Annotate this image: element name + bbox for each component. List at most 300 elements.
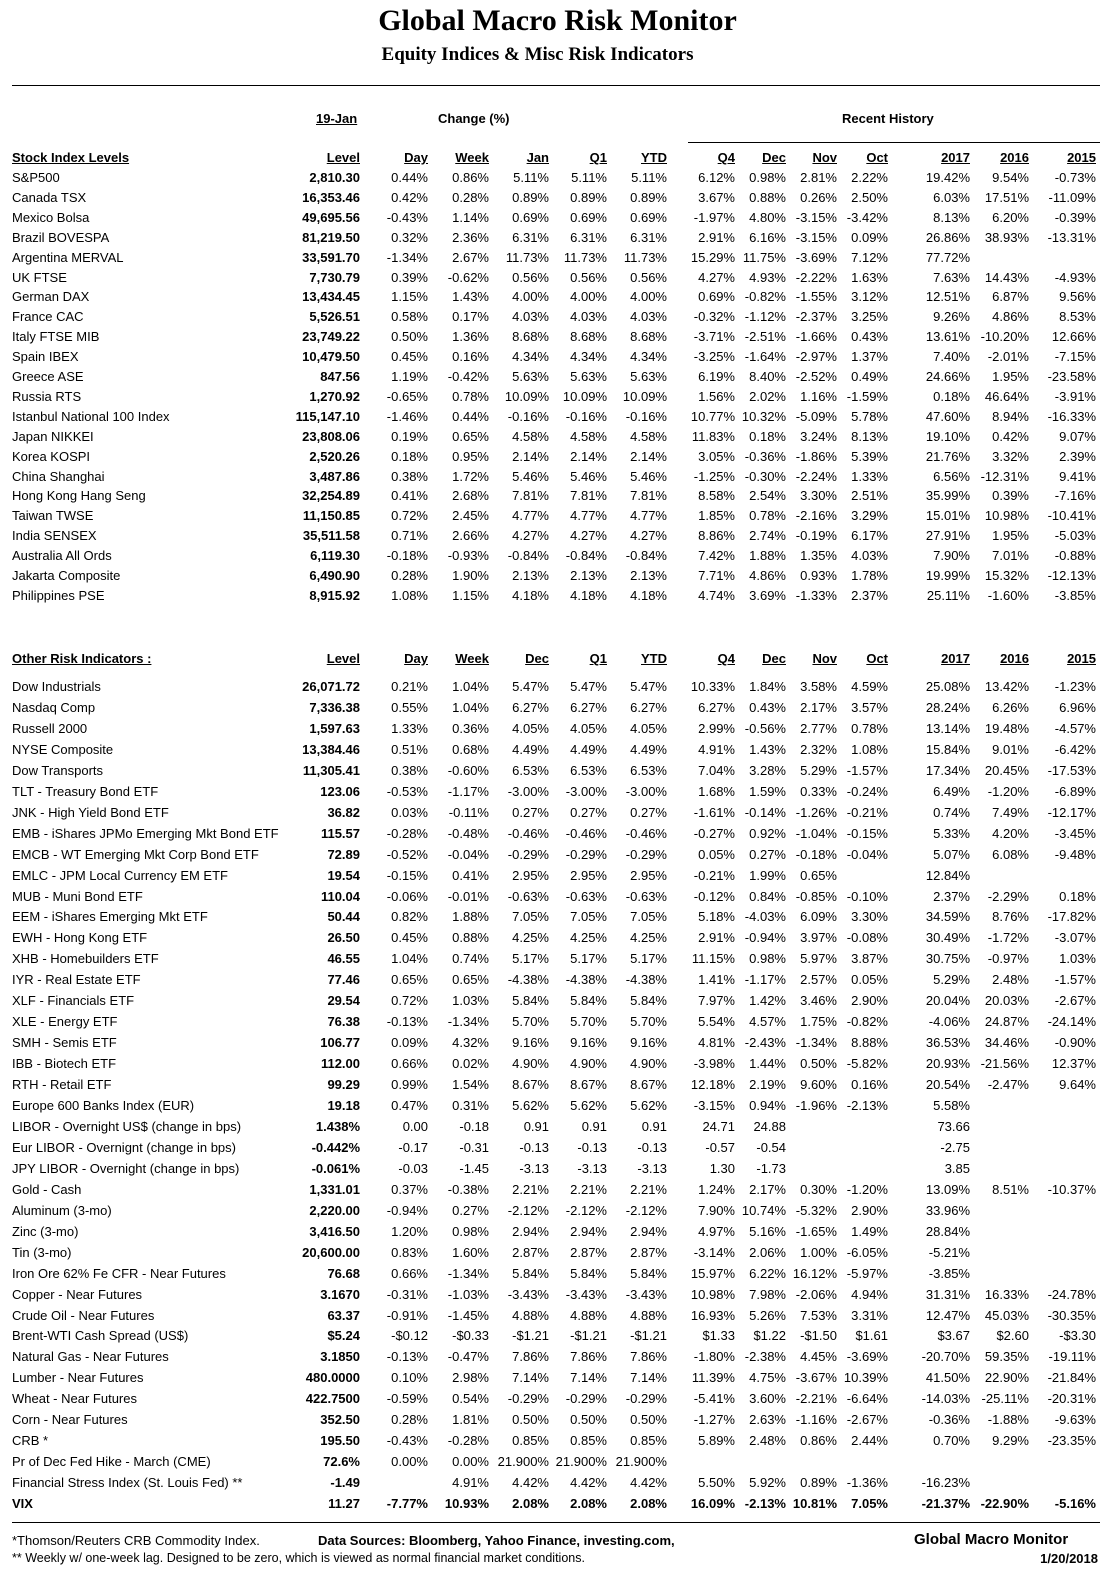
value-cell: -5.21% xyxy=(928,1244,970,1260)
level-cell: 99.29 xyxy=(327,1077,360,1093)
value-cell: 0.42% xyxy=(992,428,1029,444)
row-label: XHB - Homebuilders ETF xyxy=(12,951,159,967)
value-cell: -1.12% xyxy=(744,309,786,325)
row-label: Financial Stress Index (St. Louis Fed) ** xyxy=(12,1475,243,1491)
value-cell: -3.15% xyxy=(795,209,837,225)
value-cell: -0.14% xyxy=(744,804,786,820)
value-cell: 0.78% xyxy=(452,388,489,404)
value-cell: 2.57% xyxy=(800,972,837,988)
value-cell: -3.45% xyxy=(1054,825,1096,841)
value-cell: -1.73 xyxy=(756,1160,786,1176)
value-cell: 9.01% xyxy=(992,741,1029,757)
footnote-stress: ** Weekly w/ one-week lag. Designed to be zero, which is viewed as normal financial market conditions. xyxy=(12,1551,585,1565)
value-cell: 5.63% xyxy=(570,369,607,384)
row-label: Australia All Ords xyxy=(12,548,112,564)
value-cell: 1.85% xyxy=(698,508,735,524)
value-cell: 2.95% xyxy=(512,867,549,883)
value-cell: 27.91% xyxy=(925,528,970,544)
column-header: 2016 xyxy=(1000,651,1029,666)
table-row xyxy=(0,721,1115,739)
value-cell: -0.24% xyxy=(846,783,888,799)
table-row xyxy=(0,1412,1115,1430)
value-cell: 5.89% xyxy=(698,1433,735,1449)
value-cell: 3.60% xyxy=(749,1391,786,1407)
value-cell: -0.56% xyxy=(744,720,786,736)
table-row xyxy=(0,1203,1115,1221)
value-cell: -24.78% xyxy=(1047,1286,1096,1302)
value-cell: 5.63% xyxy=(512,369,549,384)
column-header: Jan xyxy=(526,150,549,165)
row-label: Russia RTS xyxy=(12,388,82,404)
value-cell: 7.49% xyxy=(992,804,1029,820)
value-cell: 0.50% xyxy=(800,1056,837,1072)
level-cell: 847.56 xyxy=(320,369,360,384)
table-row xyxy=(0,1224,1115,1242)
value-cell: -1.97% xyxy=(693,209,735,225)
value-cell: 21.900% xyxy=(615,1454,667,1470)
level-cell: 8,915.92 xyxy=(309,587,360,603)
value-cell: -0.63% xyxy=(565,888,607,904)
value-cell: 1.00% xyxy=(800,1244,837,1260)
table-row xyxy=(0,1077,1115,1095)
value-cell: 0.18% xyxy=(391,448,428,464)
value-cell: 8.67% xyxy=(630,1077,667,1093)
report-subtitle: Equity Indices & Misc Risk Indicators xyxy=(381,44,694,65)
value-cell: 6.27% xyxy=(570,699,607,715)
value-cell: 5.11% xyxy=(631,170,667,185)
value-cell: 6.53% xyxy=(570,762,607,778)
value-cell: 1.72% xyxy=(452,468,489,484)
value-cell: 6.31% xyxy=(570,229,607,245)
value-cell: -0.73% xyxy=(1054,170,1096,185)
value-cell: -0.13 xyxy=(519,1139,549,1155)
value-cell: 1.99% xyxy=(749,867,786,883)
level-cell: 195.50 xyxy=(320,1433,360,1449)
value-cell: -2.51% xyxy=(744,329,786,345)
value-cell: -2.01% xyxy=(987,349,1029,365)
value-cell: -0.65% xyxy=(386,388,428,404)
level-cell: 23,808.06 xyxy=(302,428,360,444)
table-row xyxy=(0,1014,1115,1032)
row-label: Aluminum (3-mo) xyxy=(12,1202,112,1218)
value-cell: -1.17% xyxy=(744,972,786,988)
level-cell: 20,600.00 xyxy=(302,1244,360,1260)
value-cell: -30.35% xyxy=(1047,1307,1096,1323)
value-cell: 8.86% xyxy=(698,528,735,544)
value-cell: -0.91% xyxy=(386,1307,428,1323)
value-cell: 0.50% xyxy=(391,329,428,345)
column-header: Nov xyxy=(812,651,837,666)
value-cell: -1.57% xyxy=(846,762,888,778)
level-cell: 3,487.86 xyxy=(309,468,360,484)
level-cell: 5,526.51 xyxy=(309,309,360,325)
recent-history-header: Recent History xyxy=(842,111,934,126)
value-cell: -1.26% xyxy=(795,804,837,820)
value-cell: 7.53% xyxy=(800,1307,837,1323)
value-cell: 5.62% xyxy=(570,1098,607,1113)
value-cell: 6.12% xyxy=(698,170,735,185)
value-cell: -0.63% xyxy=(625,888,667,904)
table-row xyxy=(0,289,1115,307)
value-cell: -10.20% xyxy=(980,329,1029,345)
value-cell: $3.67 xyxy=(937,1328,970,1344)
table-row xyxy=(0,826,1115,844)
value-cell: 0.65% xyxy=(800,867,837,883)
value-cell: 8.40% xyxy=(749,369,786,384)
value-cell: 0.56% xyxy=(630,269,667,285)
level-cell: 81,219.50 xyxy=(302,229,360,245)
table-row xyxy=(0,270,1115,288)
value-cell: 20.04% xyxy=(925,993,970,1009)
value-cell: -0.31 xyxy=(459,1139,489,1155)
value-cell: 5.39% xyxy=(851,448,888,464)
value-cell: 7.01% xyxy=(992,548,1029,564)
table-row xyxy=(0,784,1115,802)
table-row xyxy=(0,1349,1115,1367)
value-cell: 3.58% xyxy=(800,679,837,694)
row-label: CRB * xyxy=(12,1433,49,1449)
column-header: Day xyxy=(404,150,428,165)
value-cell: -0.84% xyxy=(625,548,667,564)
value-cell: 2.17% xyxy=(749,1181,786,1197)
level-cell: 3.1850 xyxy=(320,1349,360,1365)
value-cell: 0.91 xyxy=(523,1118,549,1134)
value-cell: -9.63% xyxy=(1054,1412,1096,1428)
value-cell: 11.83% xyxy=(691,428,735,444)
value-cell: 0.91 xyxy=(581,1118,607,1134)
value-cell: 15.84% xyxy=(925,741,970,757)
value-cell: -0.15% xyxy=(386,867,428,883)
level-cell: 13,434.45 xyxy=(302,289,360,305)
value-cell: -3.13 xyxy=(519,1160,549,1176)
value-cell: 0.99% xyxy=(391,1077,428,1093)
table-row xyxy=(0,1056,1115,1074)
value-cell: 2.66% xyxy=(452,528,489,544)
value-cell: 4.81% xyxy=(698,1035,735,1051)
value-cell: 1.90% xyxy=(452,568,489,583)
value-cell: 7.97% xyxy=(698,993,735,1009)
value-cell: 20.03% xyxy=(984,993,1029,1009)
value-cell: -3.07% xyxy=(1054,930,1096,946)
value-cell: 26.86% xyxy=(925,229,970,245)
level-cell: 106.77 xyxy=(320,1035,360,1051)
level-cell: 11,305.41 xyxy=(302,762,360,778)
table-row xyxy=(0,568,1115,586)
column-header: Dec xyxy=(525,651,549,666)
value-cell: 0.85% xyxy=(570,1433,607,1449)
column-header: Level xyxy=(326,651,360,666)
value-cell: 0.56% xyxy=(512,269,549,285)
value-cell: 4.58% xyxy=(630,428,667,444)
value-cell: 2.68% xyxy=(452,488,489,504)
value-cell: 1.56% xyxy=(698,388,735,404)
value-cell: -1.86% xyxy=(795,448,837,464)
value-cell: 1.60% xyxy=(452,1244,489,1260)
value-cell: 10.81% xyxy=(792,1496,837,1512)
row-label: MUB - Muni Bond ETF xyxy=(12,888,143,904)
value-cell: 4.05% xyxy=(512,720,549,736)
value-cell: 0.28% xyxy=(391,568,428,583)
table-row xyxy=(0,469,1115,487)
value-cell: 0.41% xyxy=(391,488,428,504)
level-cell: 7,730.79 xyxy=(309,269,360,285)
value-cell: -1.34% xyxy=(447,1265,489,1281)
value-cell: -5.97% xyxy=(846,1265,888,1281)
value-cell: 0.45% xyxy=(391,930,428,946)
value-cell: 2.37% xyxy=(851,587,888,603)
value-cell: 2.21% xyxy=(570,1181,607,1197)
value-cell: 0.36% xyxy=(452,720,489,736)
table-row xyxy=(0,230,1115,248)
value-cell: -0.27% xyxy=(693,825,735,841)
value-cell: 0.95% xyxy=(452,448,489,464)
value-cell: 7.05% xyxy=(630,909,667,925)
value-cell: 22.90% xyxy=(984,1370,1029,1386)
value-cell: -3.14% xyxy=(693,1244,735,1260)
table-row xyxy=(0,210,1115,228)
value-cell: 2.08% xyxy=(512,1496,549,1512)
value-cell: 5.16% xyxy=(749,1223,786,1239)
value-cell: 10.09% xyxy=(622,388,667,404)
value-cell: 0.09% xyxy=(851,229,888,245)
value-cell: -3.43% xyxy=(507,1286,549,1302)
value-cell: 5.50% xyxy=(698,1475,735,1491)
value-cell: -0.60% xyxy=(447,762,489,778)
value-cell: 5.17% xyxy=(512,951,549,967)
value-cell: -2.38% xyxy=(744,1349,786,1365)
value-cell: 41.50% xyxy=(925,1370,970,1386)
value-cell: 6.27% xyxy=(630,699,667,715)
table-row xyxy=(0,847,1115,865)
value-cell: 4.42% xyxy=(630,1475,667,1491)
value-cell: 0.03% xyxy=(391,804,428,820)
value-cell: 5.78% xyxy=(851,408,888,424)
value-cell: 7.14% xyxy=(512,1370,549,1386)
value-cell: 0.32% xyxy=(391,229,428,245)
value-cell: 1.08% xyxy=(851,741,888,757)
value-cell: -23.35% xyxy=(1047,1433,1096,1449)
value-cell: 2.21% xyxy=(512,1181,549,1197)
level-cell: 72.6% xyxy=(323,1454,360,1470)
value-cell: 0.94% xyxy=(749,1098,786,1113)
value-cell: 6.87% xyxy=(992,289,1029,305)
value-cell: 9.16% xyxy=(570,1035,607,1051)
value-cell: 11.73% xyxy=(623,249,667,265)
value-cell: -6.64% xyxy=(846,1391,888,1407)
value-cell: 0.66% xyxy=(391,1056,428,1072)
value-cell: 5.70% xyxy=(512,1014,549,1030)
value-cell: 6.27% xyxy=(698,699,735,715)
value-cell: -2.16% xyxy=(795,508,837,524)
value-cell: 0.05% xyxy=(698,846,735,862)
value-cell: 4.86% xyxy=(749,568,786,583)
value-cell: 13.09% xyxy=(925,1181,970,1197)
value-cell: 0.89% xyxy=(570,189,607,205)
value-cell: 17.34% xyxy=(925,762,970,778)
value-cell: 5.84% xyxy=(570,1265,607,1281)
value-cell: -1.34% xyxy=(795,1035,837,1051)
data-sources: Data Sources: Bloomberg, Yahoo Finance, investing.com, xyxy=(318,1533,675,1548)
level-cell: 76.38 xyxy=(327,1014,360,1030)
value-cell: -1.72% xyxy=(987,930,1029,946)
value-cell: -21.56% xyxy=(980,1056,1029,1072)
value-cell: 3.30% xyxy=(851,909,888,925)
table-row xyxy=(0,190,1115,208)
level-cell: 352.50 xyxy=(320,1412,360,1428)
value-cell: -0.19% xyxy=(795,528,837,544)
value-cell: $1.33 xyxy=(702,1328,735,1344)
value-cell: 0.98% xyxy=(749,951,786,967)
row-label: SMH - Semis ETF xyxy=(12,1035,117,1051)
value-cell: 6.08% xyxy=(992,846,1029,862)
value-cell: 4.88% xyxy=(512,1307,549,1323)
value-cell: 11.15% xyxy=(691,951,735,967)
table-row xyxy=(0,1182,1115,1200)
bottom-divider xyxy=(12,1522,1100,1523)
level-cell: 6,490.90 xyxy=(309,568,360,583)
value-cell: 0.50% xyxy=(630,1412,667,1428)
value-cell: 4.80% xyxy=(749,209,786,225)
value-cell: 0.69% xyxy=(698,289,735,305)
table-row xyxy=(0,250,1115,268)
value-cell: 2.77% xyxy=(800,720,837,736)
value-cell: 8.68% xyxy=(630,329,667,345)
value-cell: 2.81% xyxy=(800,170,837,185)
value-cell: -$1.21 xyxy=(630,1328,667,1344)
value-cell: 12.51% xyxy=(925,289,970,305)
value-cell: 2.91% xyxy=(698,930,735,946)
value-cell: -5.03% xyxy=(1054,528,1096,544)
value-cell: 11.75% xyxy=(742,249,786,265)
table-row xyxy=(0,1370,1115,1388)
value-cell: 2.48% xyxy=(749,1433,786,1449)
level-cell: -0.061% xyxy=(311,1160,360,1176)
value-cell: 5.47% xyxy=(512,679,549,694)
value-cell: 5.11% xyxy=(571,170,607,185)
value-cell: $2.60 xyxy=(996,1328,1029,1344)
value-cell: -25.11% xyxy=(981,1391,1029,1407)
value-cell: 4.49% xyxy=(630,741,667,757)
value-cell: 0.39% xyxy=(992,488,1029,504)
level-cell: -1.49 xyxy=(330,1475,360,1491)
value-cell: 4.90% xyxy=(570,1056,607,1072)
value-cell: 4.97% xyxy=(698,1223,735,1239)
table-row xyxy=(0,389,1115,407)
value-cell: 8.67% xyxy=(512,1077,549,1093)
value-cell: 3.31% xyxy=(851,1307,888,1323)
value-cell: 7.05% xyxy=(512,909,549,925)
value-cell: 1.36% xyxy=(452,329,489,345)
row-label: Taiwan TWSE xyxy=(12,508,94,524)
column-header: Dec xyxy=(762,651,786,666)
value-cell: -7.77% xyxy=(386,1496,428,1512)
column-header: Q4 xyxy=(717,150,735,165)
value-cell: -22.90% xyxy=(980,1496,1029,1512)
value-cell: 4.27% xyxy=(630,528,667,544)
value-cell: 0.83% xyxy=(391,1244,428,1260)
value-cell: 0.18% xyxy=(749,428,786,444)
value-cell: 2.06% xyxy=(749,1244,786,1260)
value-cell: 0.39% xyxy=(391,269,428,285)
row-label: Greece ASE xyxy=(12,369,84,384)
value-cell: -12.31% xyxy=(980,468,1029,484)
value-cell: -1.80% xyxy=(693,1349,735,1365)
value-cell: 1.24% xyxy=(698,1181,735,1197)
value-cell: 0.00 xyxy=(402,1118,428,1134)
value-cell: -0.93% xyxy=(447,548,489,564)
value-cell: 6.31% xyxy=(630,229,667,245)
value-cell: 1.15% xyxy=(452,587,489,603)
value-cell: 4.18% xyxy=(570,587,607,603)
value-cell: -1.45 xyxy=(459,1160,489,1176)
value-cell: -0.39% xyxy=(1054,209,1096,225)
value-cell: 0.89% xyxy=(512,189,549,205)
value-cell: 4.58% xyxy=(570,428,607,444)
value-cell: 15.32% xyxy=(984,568,1029,583)
value-cell: -0.38% xyxy=(447,1181,489,1197)
value-cell: 3.05% xyxy=(698,448,735,464)
row-label: Jakarta Composite xyxy=(12,568,121,583)
level-cell: 110.04 xyxy=(320,888,360,904)
value-cell: -6.42% xyxy=(1054,741,1096,757)
value-cell: -0.43% xyxy=(386,1433,428,1449)
report-title: Global Macro Risk Monitor xyxy=(378,4,737,37)
value-cell: -12.17% xyxy=(1047,804,1096,820)
value-cell: -2.06% xyxy=(795,1286,837,1302)
value-cell: 7.14% xyxy=(630,1370,667,1386)
value-cell: 0.18% xyxy=(933,388,970,404)
column-header: YTD xyxy=(641,150,667,165)
value-cell: 0.44% xyxy=(391,170,428,185)
value-cell: 3.57% xyxy=(851,699,888,715)
value-cell: 11.73% xyxy=(505,249,549,265)
value-cell: -23.58% xyxy=(1047,369,1096,384)
level-cell: 16,353.46 xyxy=(302,189,360,205)
value-cell: 3.87% xyxy=(851,951,888,967)
value-cell: 2.37% xyxy=(933,888,970,904)
as-of-date: 19-Jan xyxy=(316,111,358,126)
value-cell: 20.93% xyxy=(925,1056,970,1072)
value-cell: 2.91% xyxy=(698,229,735,245)
value-cell: -2.13% xyxy=(744,1496,786,1512)
value-cell: 2.17% xyxy=(800,699,837,715)
row-label: JNK - High Yield Bond ETF xyxy=(12,804,169,820)
value-cell: 1.03% xyxy=(1059,951,1096,967)
row-label: Hong Kong Hang Seng xyxy=(12,488,146,504)
row-label: Europe 600 Banks Index (EUR) xyxy=(12,1098,195,1113)
value-cell: -0.88% xyxy=(1054,548,1096,564)
column-header: Oct xyxy=(866,651,888,666)
value-cell: 12.47% xyxy=(925,1307,970,1323)
value-cell: -0.57 xyxy=(705,1139,735,1155)
value-cell: -0.29% xyxy=(565,1391,607,1407)
table-row xyxy=(0,1475,1115,1493)
value-cell: 0.00% xyxy=(391,1454,428,1470)
value-cell: -1.17% xyxy=(447,783,489,799)
row-label: Eur LIBOR - Overnignt (change in bps) xyxy=(12,1139,236,1155)
level-cell: 1,331.01 xyxy=(309,1181,360,1197)
row-label: Iron Ore 62% Fe CFR - Near Futures xyxy=(12,1265,226,1281)
level-cell: 1.438% xyxy=(315,1118,360,1134)
value-cell: -0.18% xyxy=(795,846,837,862)
table-row xyxy=(0,1308,1115,1326)
section-title: Stock Index Levels xyxy=(12,150,130,165)
value-cell: 7.71% xyxy=(698,568,735,583)
value-cell: 0.26% xyxy=(800,189,837,205)
value-cell: 8.67% xyxy=(570,1077,607,1093)
value-cell: -20.31% xyxy=(1047,1391,1096,1407)
value-cell: 34.46% xyxy=(984,1035,1029,1051)
